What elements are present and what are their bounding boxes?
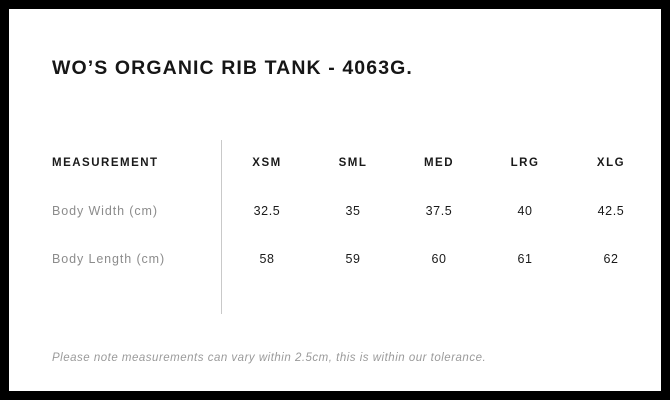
- cell-body-length-lrg: 61: [517, 252, 533, 266]
- column-header-xlg: XLG: [596, 157, 626, 169]
- page-title: WO’S ORGANIC RIB TANK - 4063G.: [52, 57, 413, 79]
- table-row: [52, 235, 654, 283]
- cell-body-length-xsm: 58: [259, 252, 275, 266]
- cell-body-width-med: 37.5: [425, 204, 453, 218]
- row-label-body-width: Body Width (cm): [52, 204, 158, 218]
- cell-body-length-xlg: 62: [603, 252, 619, 266]
- column-header-lrg: LRG: [510, 157, 540, 169]
- size-chart-table-wrapper: [52, 139, 632, 283]
- cell-body-width-lrg: 40: [517, 204, 533, 218]
- size-chart-table: [52, 139, 654, 283]
- cell-body-width-sml: 35: [345, 204, 361, 218]
- column-header-med: MED: [423, 157, 455, 169]
- cell-body-length-med: 60: [431, 252, 447, 266]
- tolerance-note: Please note measurements can vary within 2.5cm, this is within our tolerance.: [52, 352, 487, 364]
- table-header-row: [52, 139, 654, 187]
- row-label-body-length: Body Length (cm): [52, 252, 166, 266]
- column-header-sml: SML: [338, 157, 368, 169]
- cell-body-length-sml: 59: [345, 252, 361, 266]
- cell-body-width-xsm: 32.5: [253, 204, 281, 218]
- cell-body-width-xlg: 42.5: [597, 204, 625, 218]
- column-header-xsm: XSM: [252, 157, 282, 169]
- size-chart-card: [9, 9, 661, 391]
- column-header-measurement: MEASUREMENT: [52, 157, 159, 169]
- table-row: [52, 187, 654, 235]
